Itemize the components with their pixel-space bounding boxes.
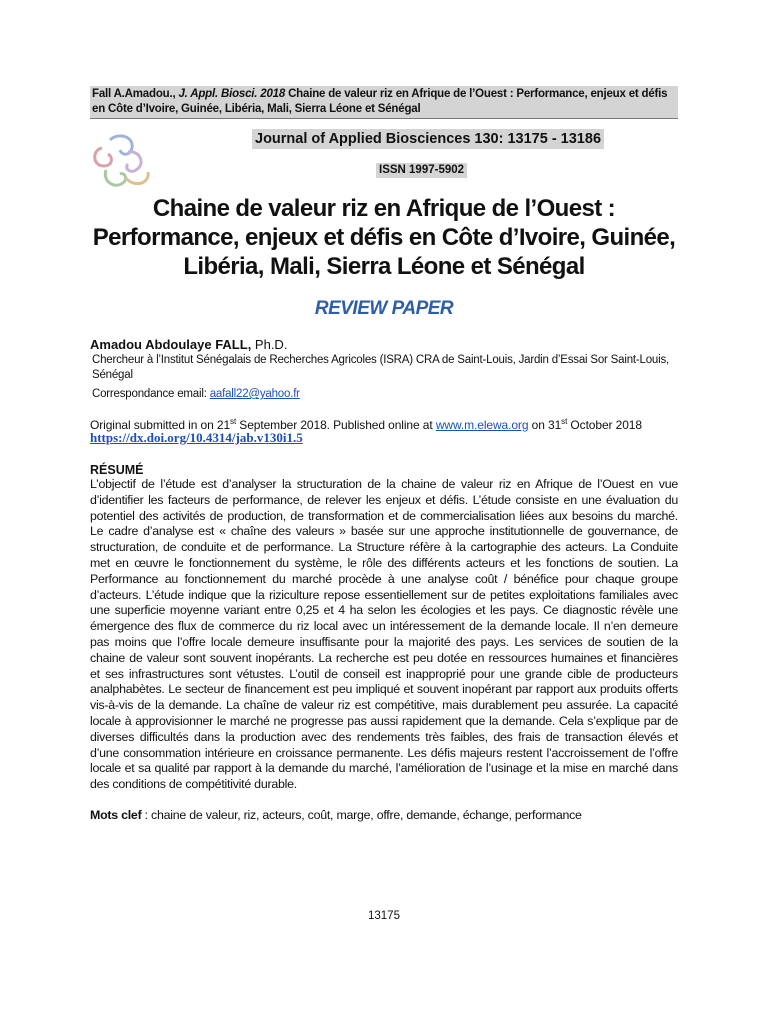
title-line-1: Chaine de valeur riz en Afrique de l’Ouest : <box>152 195 616 222</box>
issn: ISSN 1997-5902 <box>376 163 467 178</box>
title-line-2: Performance, enjeux et défis en Côte d’Ivoire, Guinée, <box>92 224 676 251</box>
abstract-line: met en œuvre le fonctionnement du système, le rôle des différents acteurs et les fonctions de soutien. La <box>90 555 678 570</box>
abstract-line: Performance au fonctionnement du marché procède à une analyse coût / bénéfice pour chaque groupe <box>90 571 678 586</box>
author-affiliation: Chercheur à l’Institut Sénégalais de Recherches Agricoles (ISRA) CRA de Saint-Louis, Jardin d’Essai Sor Saint-Louis, Sénégal <box>92 354 670 381</box>
submission-text-3: on 31 <box>528 418 562 432</box>
correspondence <box>92 387 300 402</box>
keywords-text: : chaine de valeur, riz, acteurs, coût, marge, offre, demande, échange, performance <box>141 808 582 822</box>
author-name: Amadou Abdoulaye FALL, <box>90 337 252 352</box>
submission-text-4: October 2018 <box>567 418 642 432</box>
abstract-line: chaine de valeur sont souvent inopérants. La recherche est peu dotée en ressources humaines et financières <box>90 650 678 665</box>
abstract-line: d’une consommation intérieure en croissance permanente. Les défis majeurs restent l’accroissement de l’offre <box>90 745 678 760</box>
submission-text-1: Original submitted in on 21 <box>90 418 231 432</box>
abstract-line: vis-à-vis de la demande. La chaîne de valeur riz est compétitive, mais durablement peu assurée. La capacité <box>90 698 678 713</box>
title-line-3: Libéria, Mali, Sierra Léone et Sénégal <box>183 253 585 280</box>
abstract-line: et ses infrastructures sont vétustes. L’outil de conseil est inapproprié pour une grande cible de producteurs <box>90 666 678 681</box>
email-label: Correspondance email: <box>92 388 210 400</box>
submission-sup-2: st <box>561 417 568 426</box>
abstract-line: L’objectif de l’étude est d’analyser la structuration de la chaine de valeur riz en Afrique de l’Ouest en vue <box>90 477 678 491</box>
submission-sup-1: st <box>230 417 237 426</box>
abstract-line: structuration, de conduite et de performance. La Structure réfère à la cartographie des acteurs. La Conduite <box>90 540 678 555</box>
abstract-line: d’identifier les facteurs de performance, de relever les enjeux et défis. L’étude consiste en une évaluation du <box>90 492 678 507</box>
email-link[interactable]: aafall22@yahoo.fr <box>209 388 300 400</box>
page-number: 13175 <box>368 910 400 922</box>
submission-text-2: September 2018. Published online at <box>236 418 436 432</box>
abstract-heading: RÉSUMÉ <box>90 463 144 477</box>
keywords <box>90 807 582 823</box>
abstract-line: des conditions de compétitivité durable. <box>90 777 297 792</box>
abstract-line: diverses difficultés dans la production avec des rendements très faibles, des frais de transaction élevés et <box>90 729 678 744</box>
abstract-line: locale à approvisionner le marché ne progresse pas aussi rapidement que la demande. Cela s’explique par de <box>90 713 678 728</box>
running-header <box>90 86 678 118</box>
paper-type: REVIEW PAPER <box>314 298 454 319</box>
abstract-line: émergence des flux de commerce du riz local avec un intéressement de la demande locale. Il n’en demeure <box>90 619 678 634</box>
keywords-label: Mots clef <box>90 808 142 822</box>
website-link[interactable]: www.m.elewa.org <box>435 418 529 432</box>
abstract-line: analphabètes. Le secteur de financement est peu impliqué et souvent inopérant par rapport aux produits offerts <box>90 682 678 697</box>
abstract-line: locale et sa qualité par rapport à la demande du marché, l’amélioration de l’usinage et la mise en marché dans <box>90 761 678 776</box>
abstract-line: d’acteurs. L’étude indique que la riziculture repose essentiellement sur de petites exploitations familiales avec <box>90 587 678 602</box>
abstract-line: Le cadre d’analyse est « chaîne des valeurs » basée sur une approche institutionnelle de gouvernance, de <box>90 524 678 539</box>
journal-logo-icon <box>88 130 160 196</box>
abstract-body <box>90 477 678 793</box>
doi-link[interactable]: https://dx.doi.org/10.4314/jab.v130i1.5 <box>90 430 303 445</box>
abstract-line: une superficie moyenne variant entre 0,25 et 4 ha selon les écologies et les pays. Ce diagnostic révèle une <box>90 603 678 618</box>
abstract-line: potentiel des activités de production, de transformation et de commercialisation liées aux besoins du marché. <box>90 508 678 523</box>
header-journal-cite: J. Appl. Biosci. 2018 <box>178 88 286 100</box>
header-rule <box>90 118 678 119</box>
header-running-title: Chaine de valeur riz en Afrique de l’Ouest : Performance, enjeux et défis en Côte d’Ivoire, Guinée, Libéria, Mali, Sierra Léone et Sénégal <box>92 88 668 115</box>
journal-citation: Journal of Applied Biosciences 130: 13175 - 13186 <box>252 129 604 149</box>
abstract-line: pas moins que l’offre locale demeure insuffisante pour la majorité des pays. Les services de soutien de la <box>90 634 678 649</box>
header-author: Fall A.Amadou., <box>92 88 176 100</box>
author-line <box>90 337 287 353</box>
paper-title <box>60 194 708 281</box>
author-degree: Ph.D. <box>251 337 288 352</box>
